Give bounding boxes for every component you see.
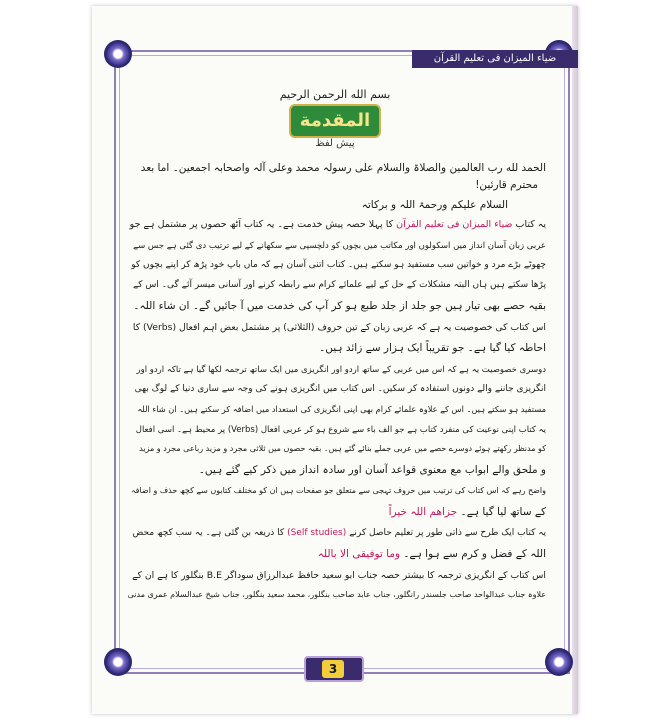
text-line: بقیہ حصے بھی تیار ہیں جو جلد از جلد طبع ہو کر آپ کی خدمت میں آ جائیں گے۔ ان شاء اللہ۔: [133, 300, 546, 312]
text-line: پڑھا سکتے ہیں ہاں البتہ مشکلات کے حل کے لیے علمائے کرام سے رابطہ کرنے اور آسانی میسر آئے گی۔ اس کے: [133, 280, 546, 290]
page-title: المقدمة: [289, 104, 381, 138]
text-line: مستفید ہو سکتے ہیں۔ اس کے علاوہ علمائے کرام بھی اپنی انگریزی کی استعداد میں اضافہ کر سکتے ہیں۔ ان شاء اللہ: [137, 404, 546, 414]
text-segment: اللہ کے فضل و کرم سے ہوا ہے۔: [403, 548, 546, 560]
text-line: دوسری خصوصیت یہ ہے کہ اس میں عربی کے ساتھ اردو اور انگریزی میں ایک ساتھ ترجمہ لکھا گیا ہے تاکہ اردو اور: [136, 365, 546, 375]
text-line: و ملحق والے ابواب مع معنوی قواعد آسان اور سادہ انداز میں ذکر کیے گئے ہیں۔: [198, 464, 546, 476]
text-line: احاطہ کیا گیا ہے۔ جو تقریباً ایک ہزار سے زائد ہیں۔: [319, 342, 546, 354]
page-number-badge: [304, 656, 364, 682]
page-number: 3: [322, 660, 344, 678]
text-segment: کا پہلا حصہ پیش خدمت ہے۔ یہ کتاب آٹھ حصوں پر مشتمل ہے جو: [129, 219, 394, 230]
text-line: [128, 548, 546, 560]
text-segment: کا ذریعہ بن گئی ہے۔ یہ سب کچھ محض: [132, 528, 285, 538]
dua-highlight: جزاھم اللہ خیراً: [388, 506, 458, 518]
text-line: یہ کتاب اپنی نوعیت کی منفرد کتاب ہے جو الف باء سے شروع ہو کر عربی افعال (Verbs) پر محیط ہے۔ اسی افعال: [135, 425, 546, 435]
text-line: چھوٹے بڑے مرد و خواتین سب مستفید ہو سکتے ہیں۔ کتاب اتنی آسان ہے کہ ماں باپ خود پڑھ کر اپنے بچوں کو: [131, 260, 546, 270]
text-line: [128, 219, 546, 230]
self-studies-highlight: (Self studies): [287, 528, 347, 538]
page-subtitle: پیش لفظ: [315, 138, 355, 149]
text-line: الحمد لله رب العالمین والصلاۃ والسلام علی رسولہ محمد وعلی آلہ واصحابہ اجمعین۔ اما بعد: [140, 162, 546, 174]
text-line: کو مدنظر رکھتے ہوئے دوسرے حصے میں عربی جملے بنائے گئے ہیں۔ بقیہ حصوں میں ثلاثی مجرد و مزید رباعی مجرد و مزید: [139, 444, 546, 453]
text-segment: یہ کتاب ایک طرح سے ذاتی طور پر تعلیم حاصل کرنے: [349, 528, 546, 538]
text-line: انگریزی جاننے والے دونوں استفادہ کر سکیں۔ اس کتاب میں انگریزی ہونے کی وجہ سے ساری دنیا کے لوگ بھی: [134, 384, 546, 394]
corner-ornament-icon: [104, 648, 132, 676]
text-line: اس کتاب کی خصوصیت یہ ہے کہ عربی زبان کے تین حروف (الثلاثی) پر مشتمل بعض اہم افعال (Verbs) کا: [132, 322, 546, 333]
book-title-highlight: ضیاء المیزان فی تعلیم القرآن: [396, 219, 513, 230]
page-edge: [572, 6, 578, 714]
corner-ornament-icon: [545, 648, 573, 676]
bismillah: بسم الله الرحمن الرحيم: [279, 88, 391, 101]
text-line: [128, 528, 546, 538]
running-header: ضیاء المیزان فی تعلیم القرآن: [412, 50, 578, 68]
text-line: محترم قارئین!: [475, 179, 538, 191]
text-line: عربی زبان آسان انداز میں اسکولوں اور مکاتب میں بچوں کو دلچسپی سے سکھانے کے لیے ترتیب دی گئی ہے جس سے: [133, 241, 546, 251]
tawfiq-highlight: وما توفیقی الا باللہ: [317, 548, 401, 560]
text-line: علاوہ جناب عبدالواحد صاحب جلسندر رانگلور، جناب عابد صاحب بنگلور، محمد سعید بنگلور، جناب شیخ عبدالسلام عمری مدنی: [127, 590, 546, 599]
corner-ornament-icon: [104, 40, 132, 68]
book-page: [92, 6, 578, 714]
text-segment: کے ساتھ لیا گیا ہے۔: [460, 506, 546, 518]
text-segment: یہ کتاب: [515, 219, 546, 230]
text-line: واضح رہے کہ اس کتاب کی ترتیب میں حروف تہجی سے متعلق جو صفحات ہیں ان کو مختلف کتابوں سے کچھ حذف و اضافہ: [130, 486, 546, 495]
text-line: [128, 506, 546, 518]
text-line: اس کتاب کے انگریزی ترجمہ کا بیشتر حصہ جناب ابو سعید حافظ عبدالرزاق سوداگر B.E بنگلور کا ہے ان کے: [132, 570, 546, 581]
text-line: السلام علیکم ورحمۃ اللہ و برکاتہ: [361, 199, 508, 211]
